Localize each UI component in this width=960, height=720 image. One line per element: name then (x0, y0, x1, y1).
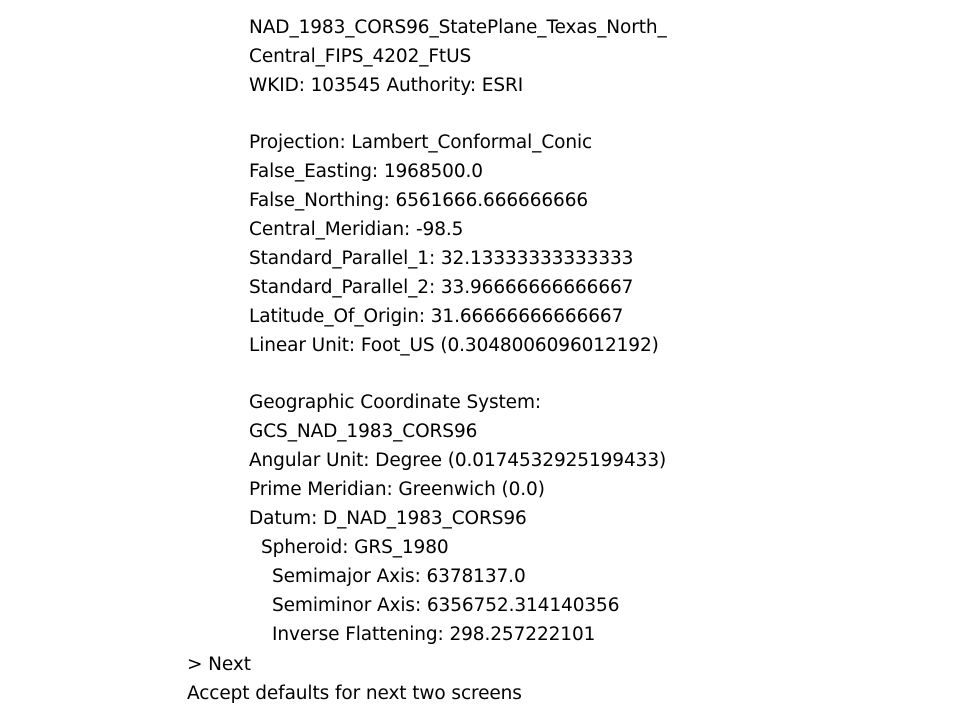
crs-name-line-2: Central_FIPS_4202_FtUS (249, 46, 472, 67)
false-northing: False_Northing: 6561666.666666666 (249, 190, 589, 211)
projection-name: Projection: Lambert_Conformal_Conic (249, 132, 593, 153)
central-meridian: Central_Meridian: -98.5 (249, 219, 464, 240)
gcs-name: GCS_NAD_1983_CORS96 (249, 421, 478, 442)
datum: Datum: D_NAD_1983_CORS96 (249, 508, 527, 529)
crs-name-line-1: NAD_1983_CORS96_StatePlane_Texas_North_ (249, 17, 667, 38)
angular-unit: Angular Unit: Degree (0.0174532925199433) (249, 450, 667, 471)
standard-parallel-2: Standard_Parallel_2: 33.96666666666667 (249, 277, 634, 298)
spheroid: Spheroid: GRS_1980 (261, 537, 449, 558)
semimajor-axis: Semimajor Axis: 6378137.0 (272, 566, 526, 587)
next-instruction: > Next (187, 654, 251, 675)
latitude-of-origin: Latitude_Of_Origin: 31.66666666666667 (249, 306, 624, 327)
false-easting: False_Easting: 1968500.0 (249, 161, 483, 182)
wkid-authority: WKID: 103545 Authority: ESRI (249, 75, 524, 96)
inverse-flattening: Inverse Flattening: 298.257222101 (272, 624, 596, 645)
semiminor-axis: Semiminor Axis: 6356752.314140356 (272, 595, 620, 616)
standard-parallel-1: Standard_Parallel_1: 32.13333333333333 (249, 248, 634, 269)
linear-unit: Linear Unit: Foot_US (0.3048006096012192) (249, 335, 659, 356)
gcs-title: Geographic Coordinate System: (249, 392, 541, 413)
accept-defaults-note: Accept defaults for next two screens (187, 683, 522, 704)
prime-meridian: Prime Meridian: Greenwich (0.0) (249, 479, 545, 500)
